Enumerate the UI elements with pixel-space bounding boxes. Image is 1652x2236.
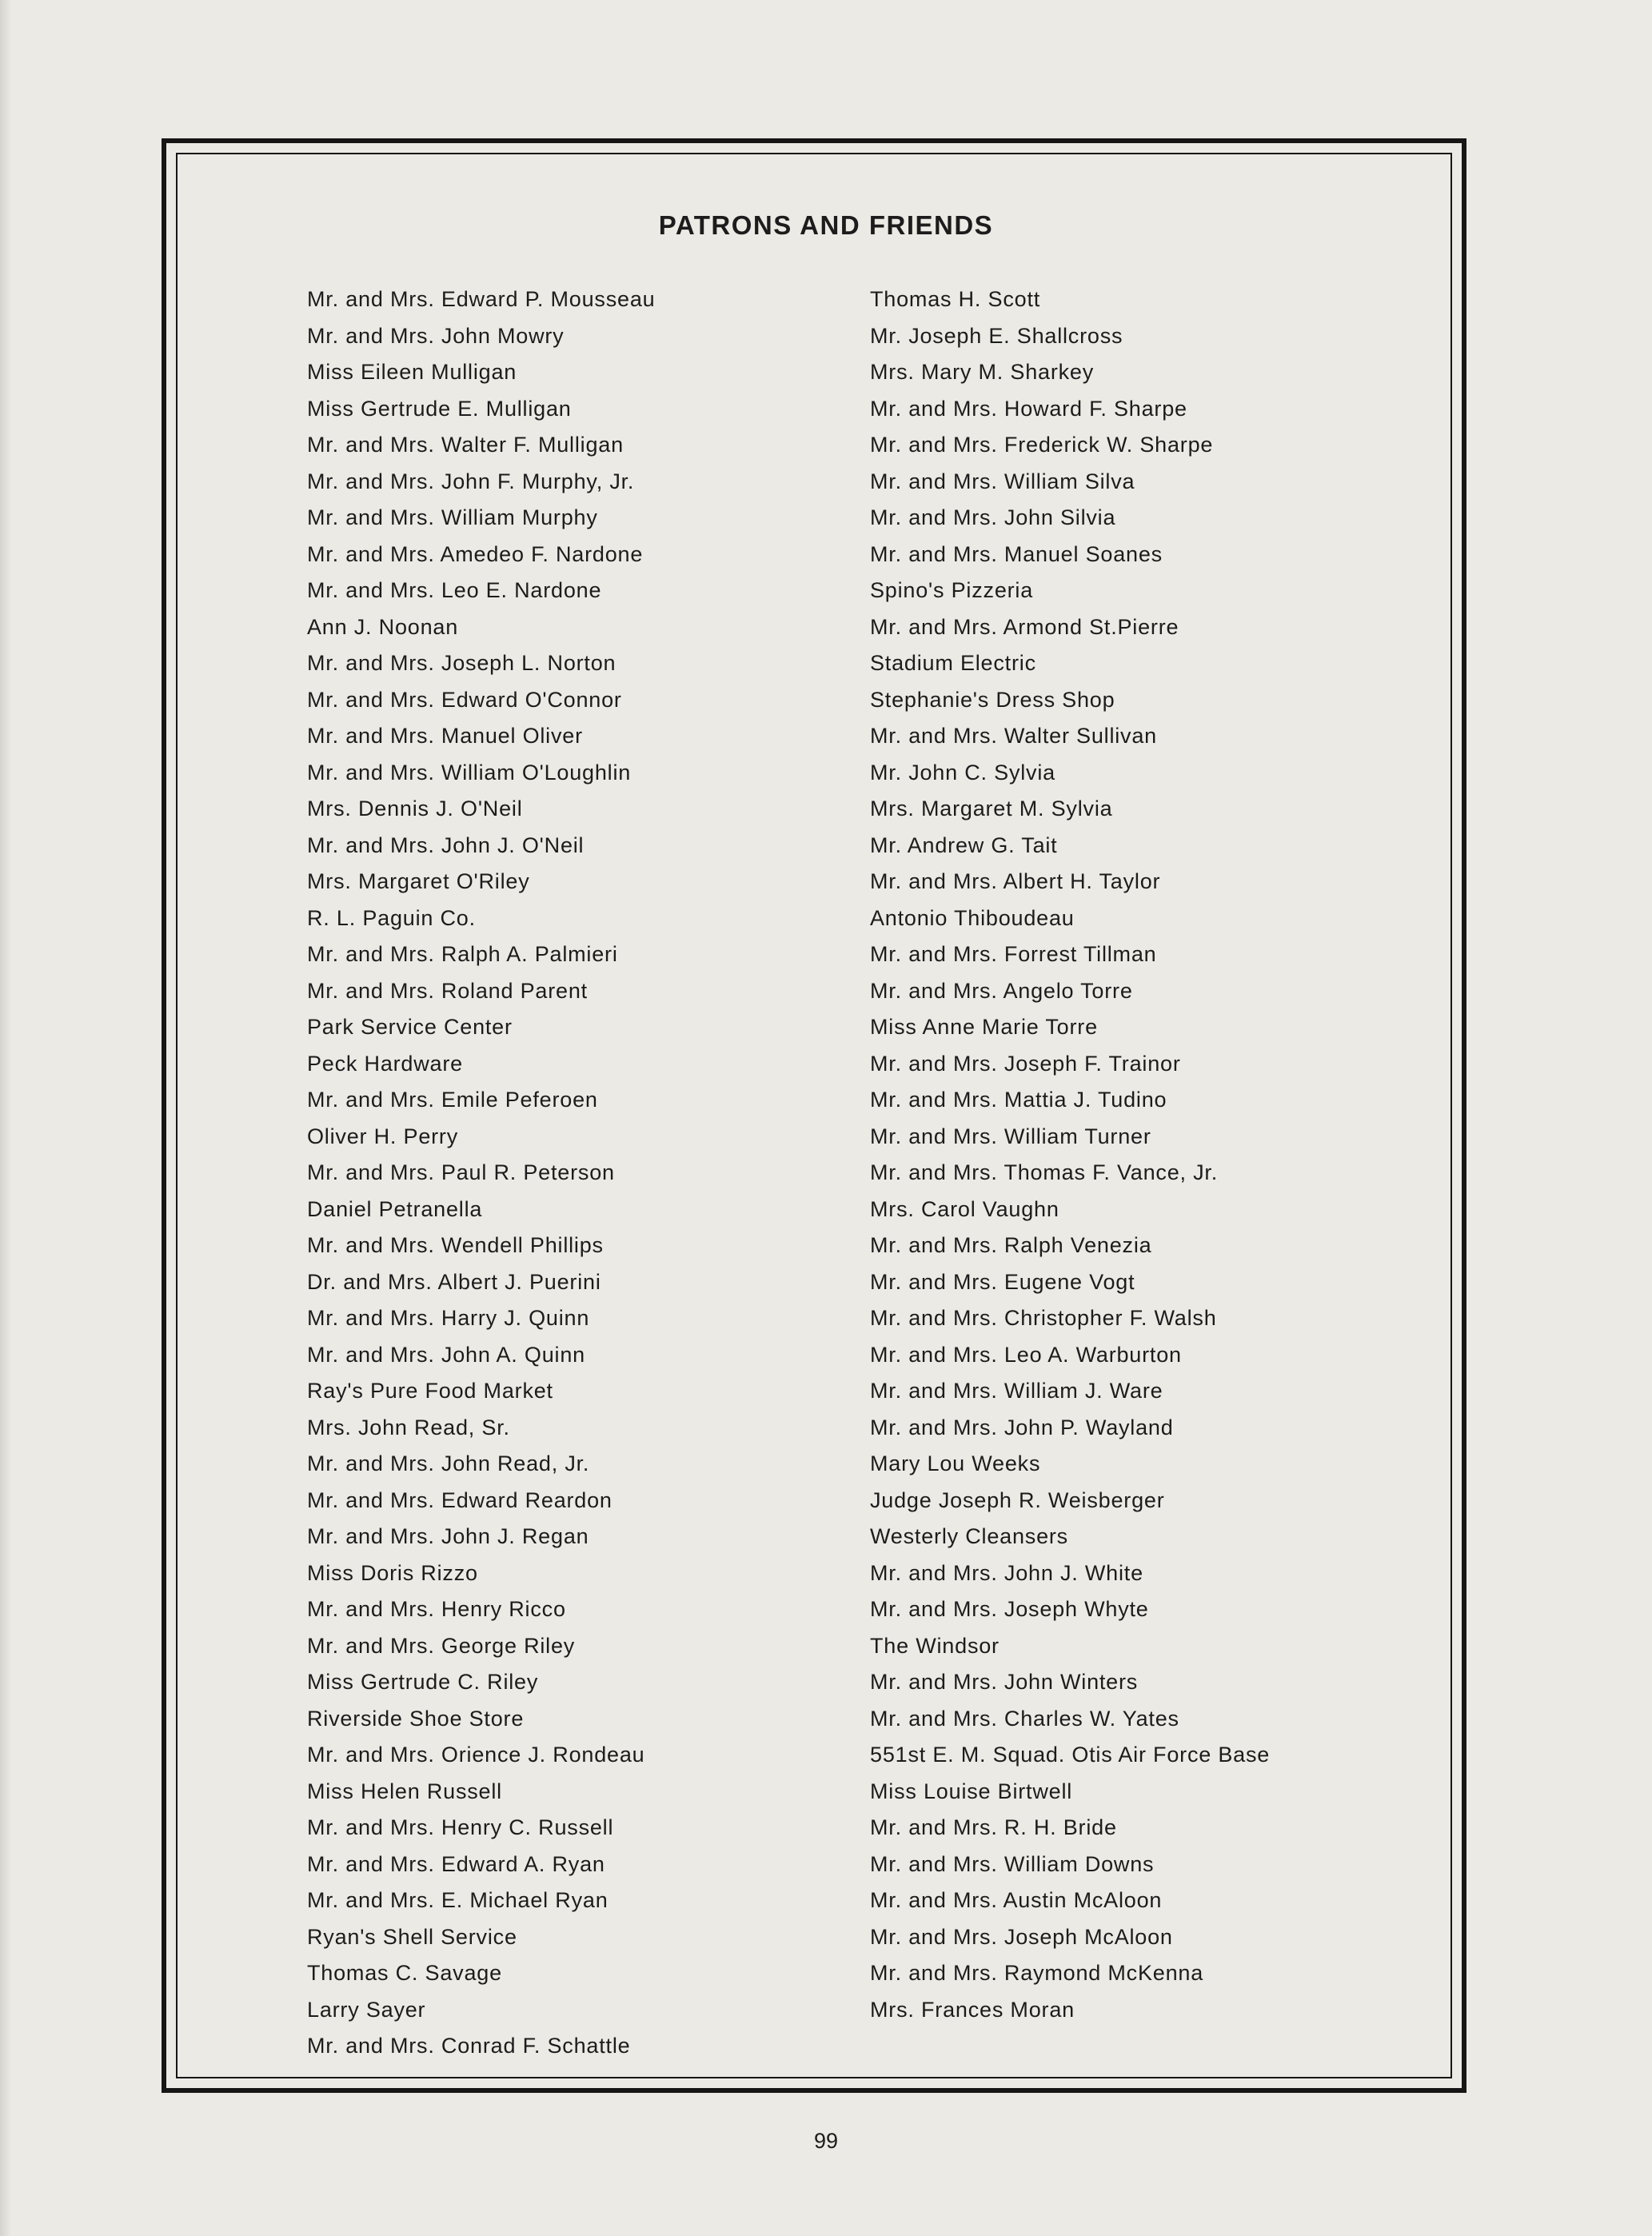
patron-entry: Mr. and Mrs. Ralph A. Palmieri bbox=[307, 942, 618, 966]
patron-entry: Riverside Shoe Store bbox=[307, 1706, 525, 1731]
patron-entry: Mr. and Mrs. Joseph F. Trainor bbox=[870, 1051, 1181, 1076]
patron-entry: Mr. and Mrs. Leo A. Warburton bbox=[870, 1342, 1182, 1367]
patron-entry: Mr. and Mrs. Howard F. Sharpe bbox=[870, 396, 1187, 421]
patron-entry: Mr. and Mrs. Joseph Whyte bbox=[870, 1597, 1149, 1621]
patron-entry: Mr. and Mrs. William Downs bbox=[870, 1851, 1155, 1876]
patron-entry: Mr. and Mrs. Raymond McKenna bbox=[870, 1961, 1204, 1985]
patron-entry: Mrs. Margaret O'Riley bbox=[307, 869, 530, 893]
patron-entry: Ryan's Shell Service bbox=[307, 1924, 517, 1949]
patron-entry: Mr. and Mrs. William J. Ware bbox=[870, 1379, 1163, 1403]
patron-entry: Mr. and Mrs. Edward P. Mousseau bbox=[307, 287, 656, 311]
patron-entry: Westerly Cleansers bbox=[870, 1524, 1068, 1548]
patron-entry: Mrs. Frances Moran bbox=[870, 1997, 1075, 2022]
patrons-list-right-column bbox=[870, 281, 1270, 2028]
patron-entry: Park Service Center bbox=[307, 1015, 513, 1039]
patron-entry: The Windsor bbox=[870, 1633, 1000, 1658]
patron-entry: Ray's Pure Food Market bbox=[307, 1379, 553, 1403]
patron-entry: Mr. and Mrs. Eugene Vogt bbox=[870, 1269, 1135, 1294]
patron-entry: Mr. and Mrs. William Murphy bbox=[307, 505, 598, 529]
patron-entry: Stadium Electric bbox=[870, 651, 1036, 675]
patron-entry: Dr. and Mrs. Albert J. Puerini bbox=[307, 1269, 601, 1294]
patron-entry: Mr. and Mrs. R. H. Bride bbox=[870, 1815, 1117, 1839]
patron-entry: Peck Hardware bbox=[307, 1051, 463, 1076]
patron-entry: Miss Gertrude C. Riley bbox=[307, 1670, 539, 1694]
patron-entry: Mr. and Mrs. Walter Sullivan bbox=[870, 724, 1157, 748]
patron-entry: Mr. and Mrs. Austin McAloon bbox=[870, 1888, 1163, 1912]
patron-entry: Mary Lou Weeks bbox=[870, 1451, 1041, 1475]
patron-entry: Mrs. Carol Vaughn bbox=[870, 1196, 1059, 1221]
patron-entry: Mrs. Margaret M. Sylvia bbox=[870, 797, 1113, 821]
patron-entry: Mr. and Mrs. Ralph Venezia bbox=[870, 1233, 1152, 1257]
patron-entry: Mr. and Mrs. John Mowry bbox=[307, 323, 565, 348]
patron-entry: Mr. and Mrs. John J. O'Neil bbox=[307, 833, 585, 857]
patron-entry: Mr. and Mrs. Armond St.Pierre bbox=[870, 614, 1179, 639]
patron-entry: Oliver H. Perry bbox=[307, 1124, 459, 1148]
patron-entry: Mr. and Mrs. John P. Wayland bbox=[870, 1415, 1174, 1439]
patron-entry: Mr. and Mrs. Manuel Oliver bbox=[307, 724, 583, 748]
patron-entry: Mrs. Dennis J. O'Neil bbox=[307, 797, 523, 821]
patron-entry: Mr. and Mrs. Joseph McAloon bbox=[870, 1924, 1173, 1949]
patron-entry: Mr. and Mrs. John J. White bbox=[870, 1560, 1143, 1585]
patron-entry: Mr. and Mrs. John Read, Jr. bbox=[307, 1451, 590, 1475]
patron-entry: Mr. and Mrs. John F. Murphy, Jr. bbox=[307, 469, 635, 493]
patron-entry: Mr. and Mrs. John J. Regan bbox=[307, 1524, 589, 1548]
patron-entry: Mr. and Mrs. Paul R. Peterson bbox=[307, 1160, 615, 1184]
patron-entry: Miss Anne Marie Torre bbox=[870, 1015, 1098, 1039]
patron-entry: Mr. and Mrs. George Riley bbox=[307, 1633, 576, 1658]
patron-entry: Mr. and Mrs. Albert H. Taylor bbox=[870, 869, 1161, 893]
patron-entry: Miss Eileen Mulligan bbox=[307, 360, 517, 384]
patron-entry: Mr. and Mrs. John Silvia bbox=[870, 505, 1116, 529]
patron-entry: Stephanie's Dress Shop bbox=[870, 687, 1115, 712]
patron-entry: Mr. and Mrs. John Winters bbox=[870, 1670, 1139, 1694]
patron-entry: Mr. and Mrs. Frederick W. Sharpe bbox=[870, 433, 1214, 457]
patron-entry: Mr. and Mrs. Roland Parent bbox=[307, 978, 588, 1003]
patron-entry: Mr. and Mrs. Emile Peferoen bbox=[307, 1088, 598, 1112]
patron-entry: Mr. and Mrs. Joseph L. Norton bbox=[307, 651, 617, 675]
patron-entry: Mr. and Mrs. Henry Ricco bbox=[307, 1597, 566, 1621]
patron-entry: Miss Gertrude E. Mulligan bbox=[307, 396, 572, 421]
patrons-list-left-column bbox=[307, 281, 655, 2065]
patron-entry: Spino's Pizzeria bbox=[870, 578, 1034, 602]
patron-entry: Miss Louise Birtwell bbox=[870, 1779, 1073, 1803]
page-number: 99 bbox=[813, 2129, 839, 2153]
patron-entry: Thomas H. Scott bbox=[870, 287, 1041, 311]
patron-entry: Mr. and Mrs. Manuel Soanes bbox=[870, 541, 1163, 566]
patron-entry: Mr. and Mrs. William Turner bbox=[870, 1124, 1151, 1148]
patron-entry: Mr. and Mrs. Charles W. Yates bbox=[870, 1706, 1179, 1731]
patron-entry: Mrs. Mary M. Sharkey bbox=[870, 360, 1095, 384]
patron-entry: Mr. Andrew G. Tait bbox=[870, 833, 1058, 857]
patron-entry: Mr. and Mrs. Forrest Tillman bbox=[870, 942, 1157, 966]
patron-entry: Mr. and Mrs. Edward A. Ryan bbox=[307, 1851, 605, 1876]
patron-entry: Judge Joseph R. Weisberger bbox=[870, 1487, 1165, 1512]
patron-entry: Mr. and Mrs. Amedeo F. Nardone bbox=[307, 541, 644, 566]
patron-entry: Mr. and Mrs. E. Michael Ryan bbox=[307, 1888, 609, 1912]
patron-entry: Mr. and Mrs. Edward O'Connor bbox=[307, 687, 622, 712]
patron-entry: Mr. and Mrs. Wendell Phillips bbox=[307, 1233, 604, 1257]
patron-entry: Mr. and Mrs. Harry J. Quinn bbox=[307, 1306, 590, 1330]
patron-entry: Mr. and Mrs. William O'Loughlin bbox=[307, 760, 632, 785]
patron-entry: Larry Sayer bbox=[307, 1997, 426, 2022]
patron-entry: Mr. and Mrs. Thomas F. Vance, Jr. bbox=[870, 1160, 1219, 1184]
patron-entry: Mr. and Mrs. Christopher F. Walsh bbox=[870, 1306, 1217, 1330]
page-edge bbox=[0, 0, 11, 2236]
patron-entry: Mr. and Mrs. Henry C. Russell bbox=[307, 1815, 614, 1839]
patron-entry: Daniel Petranella bbox=[307, 1196, 483, 1221]
patron-entry: Thomas C. Savage bbox=[307, 1961, 502, 1985]
patron-entry: 551st E. M. Squad. Otis Air Force Base bbox=[870, 1743, 1271, 1767]
patron-entry: Mr. and Mrs. Walter F. Mulligan bbox=[307, 433, 624, 457]
patron-entry: Mr. and Mrs. Mattia J. Tudino bbox=[870, 1088, 1167, 1112]
patron-entry: Mrs. John Read, Sr. bbox=[307, 1415, 510, 1439]
patron-entry: Mr. Joseph E. Shallcross bbox=[870, 323, 1123, 348]
patron-entry: Antonio Thiboudeau bbox=[870, 905, 1075, 930]
patron-entry: Mr. and Mrs. Conrad F. Schattle bbox=[307, 2034, 631, 2058]
patron-entry: Mr. and Mrs. Leo E. Nardone bbox=[307, 578, 602, 602]
patron-entry: Mr. John C. Sylvia bbox=[870, 760, 1055, 785]
patron-entry: Mr. and Mrs. John A. Quinn bbox=[307, 1342, 585, 1367]
patron-entry: Mr. and Mrs. Edward Reardon bbox=[307, 1487, 613, 1512]
patron-entry: R. L. Paguin Co. bbox=[307, 905, 476, 930]
patron-entry: Ann J. Noonan bbox=[307, 614, 459, 639]
patron-entry: Mr. and Mrs. Orience J. Rondeau bbox=[307, 1743, 645, 1767]
patron-entry: Miss Helen Russell bbox=[307, 1779, 502, 1803]
page-title: PATRONS AND FRIENDS bbox=[658, 210, 994, 240]
patron-entry: Mr. and Mrs. Angelo Torre bbox=[870, 978, 1133, 1003]
patron-entry: Miss Doris Rizzo bbox=[307, 1560, 478, 1585]
patron-entry: Mr. and Mrs. William Silva bbox=[870, 469, 1135, 493]
